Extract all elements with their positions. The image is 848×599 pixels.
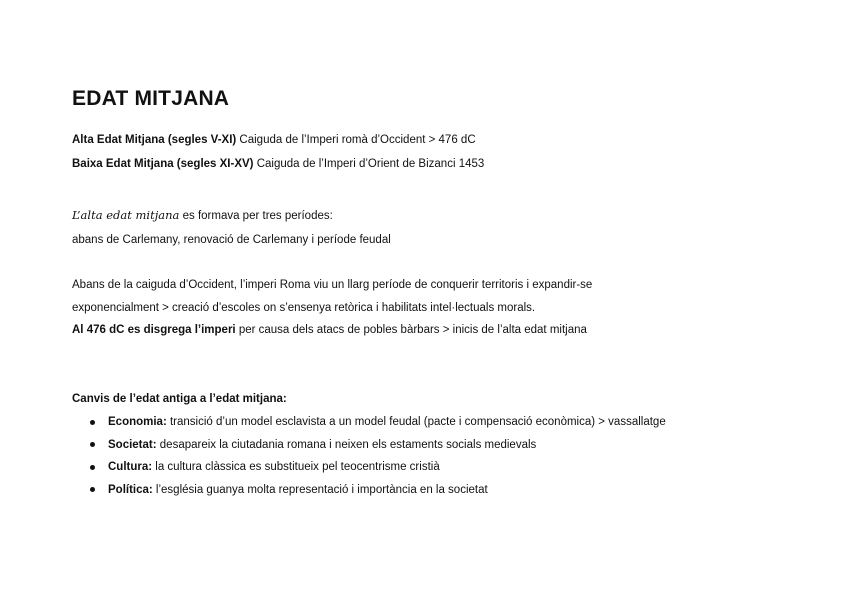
change-label-economia: Economia: xyxy=(108,416,167,428)
bullet-dot-icon xyxy=(90,442,95,447)
bullet-dot-icon xyxy=(90,420,95,425)
list-item xyxy=(108,482,666,505)
bullet-dot-icon xyxy=(90,487,95,492)
list-item xyxy=(108,414,666,437)
change-text-economia: transició d’un model esclavista a un model feudal (pacte i compensació econòmica) > vassallatge xyxy=(166,416,666,428)
period-baixa-label: Baixa Edat Mitjana (segles XI-XV) xyxy=(72,158,254,170)
bullet-dot-icon xyxy=(90,465,95,470)
change-label-societat: Societat: xyxy=(108,438,157,451)
changes-heading-text: Canvis de l’edat antiga a l’edat mitjana: xyxy=(72,393,287,405)
change-text-politica: l’església guanya molta representació i importància en la societat xyxy=(152,483,488,496)
period-baixa-text: Caiguda de l’Imperi d’Orient de Bizanci 1453 xyxy=(253,158,485,170)
alta-periods-line: abans de Carlemany, renovació de Carlemany i període feudal xyxy=(72,234,391,246)
period-alta-label: Alta Edat Mitjana (segles V-XI) xyxy=(72,134,237,146)
list-item xyxy=(108,437,666,460)
changes-list xyxy=(108,414,666,504)
change-text-societat: desapareix la ciutadania romana i neixen els estaments socials medievals xyxy=(156,438,537,451)
list-item xyxy=(108,459,666,482)
change-text-cultura: la cultura clàssica es substitueix pel teocentrisme cristià xyxy=(152,461,440,473)
paragraph-line-3-bold: Al 476 dC es disgrega l’imperi xyxy=(72,324,236,336)
period-baixa-line xyxy=(72,156,484,172)
alta-intro-rest: es formava per tres períodes: xyxy=(179,210,333,222)
period-alta-text: Caiguda de l’Imperi romà d’Occident > 476 dC xyxy=(236,134,476,146)
paragraph-line-3-rest: per causa dels atacs de pobles bàrbars > inicis de l’alta edat mitjana xyxy=(235,324,587,336)
paragraph-line-3 xyxy=(72,322,587,338)
change-label-politica: Política: xyxy=(108,483,153,496)
period-alta-line xyxy=(72,132,476,148)
alta-lead-script: L’alta edat mitjana xyxy=(72,208,180,222)
change-label-cultura: Cultura: xyxy=(108,461,153,473)
alta-intro-line xyxy=(72,207,333,224)
document-title: EDAT MITJANA xyxy=(72,87,230,110)
changes-heading xyxy=(72,391,287,407)
paragraph-line-2: exponencialment > creació d’escoles on s’ensenya retòrica i habilitats intel·lectuals morals. xyxy=(72,302,536,314)
paragraph-line-1: Abans de la caiguda d’Occident, l’imperi Roma viu un llarg període de conquerir territoris i expandir-se xyxy=(72,279,593,291)
